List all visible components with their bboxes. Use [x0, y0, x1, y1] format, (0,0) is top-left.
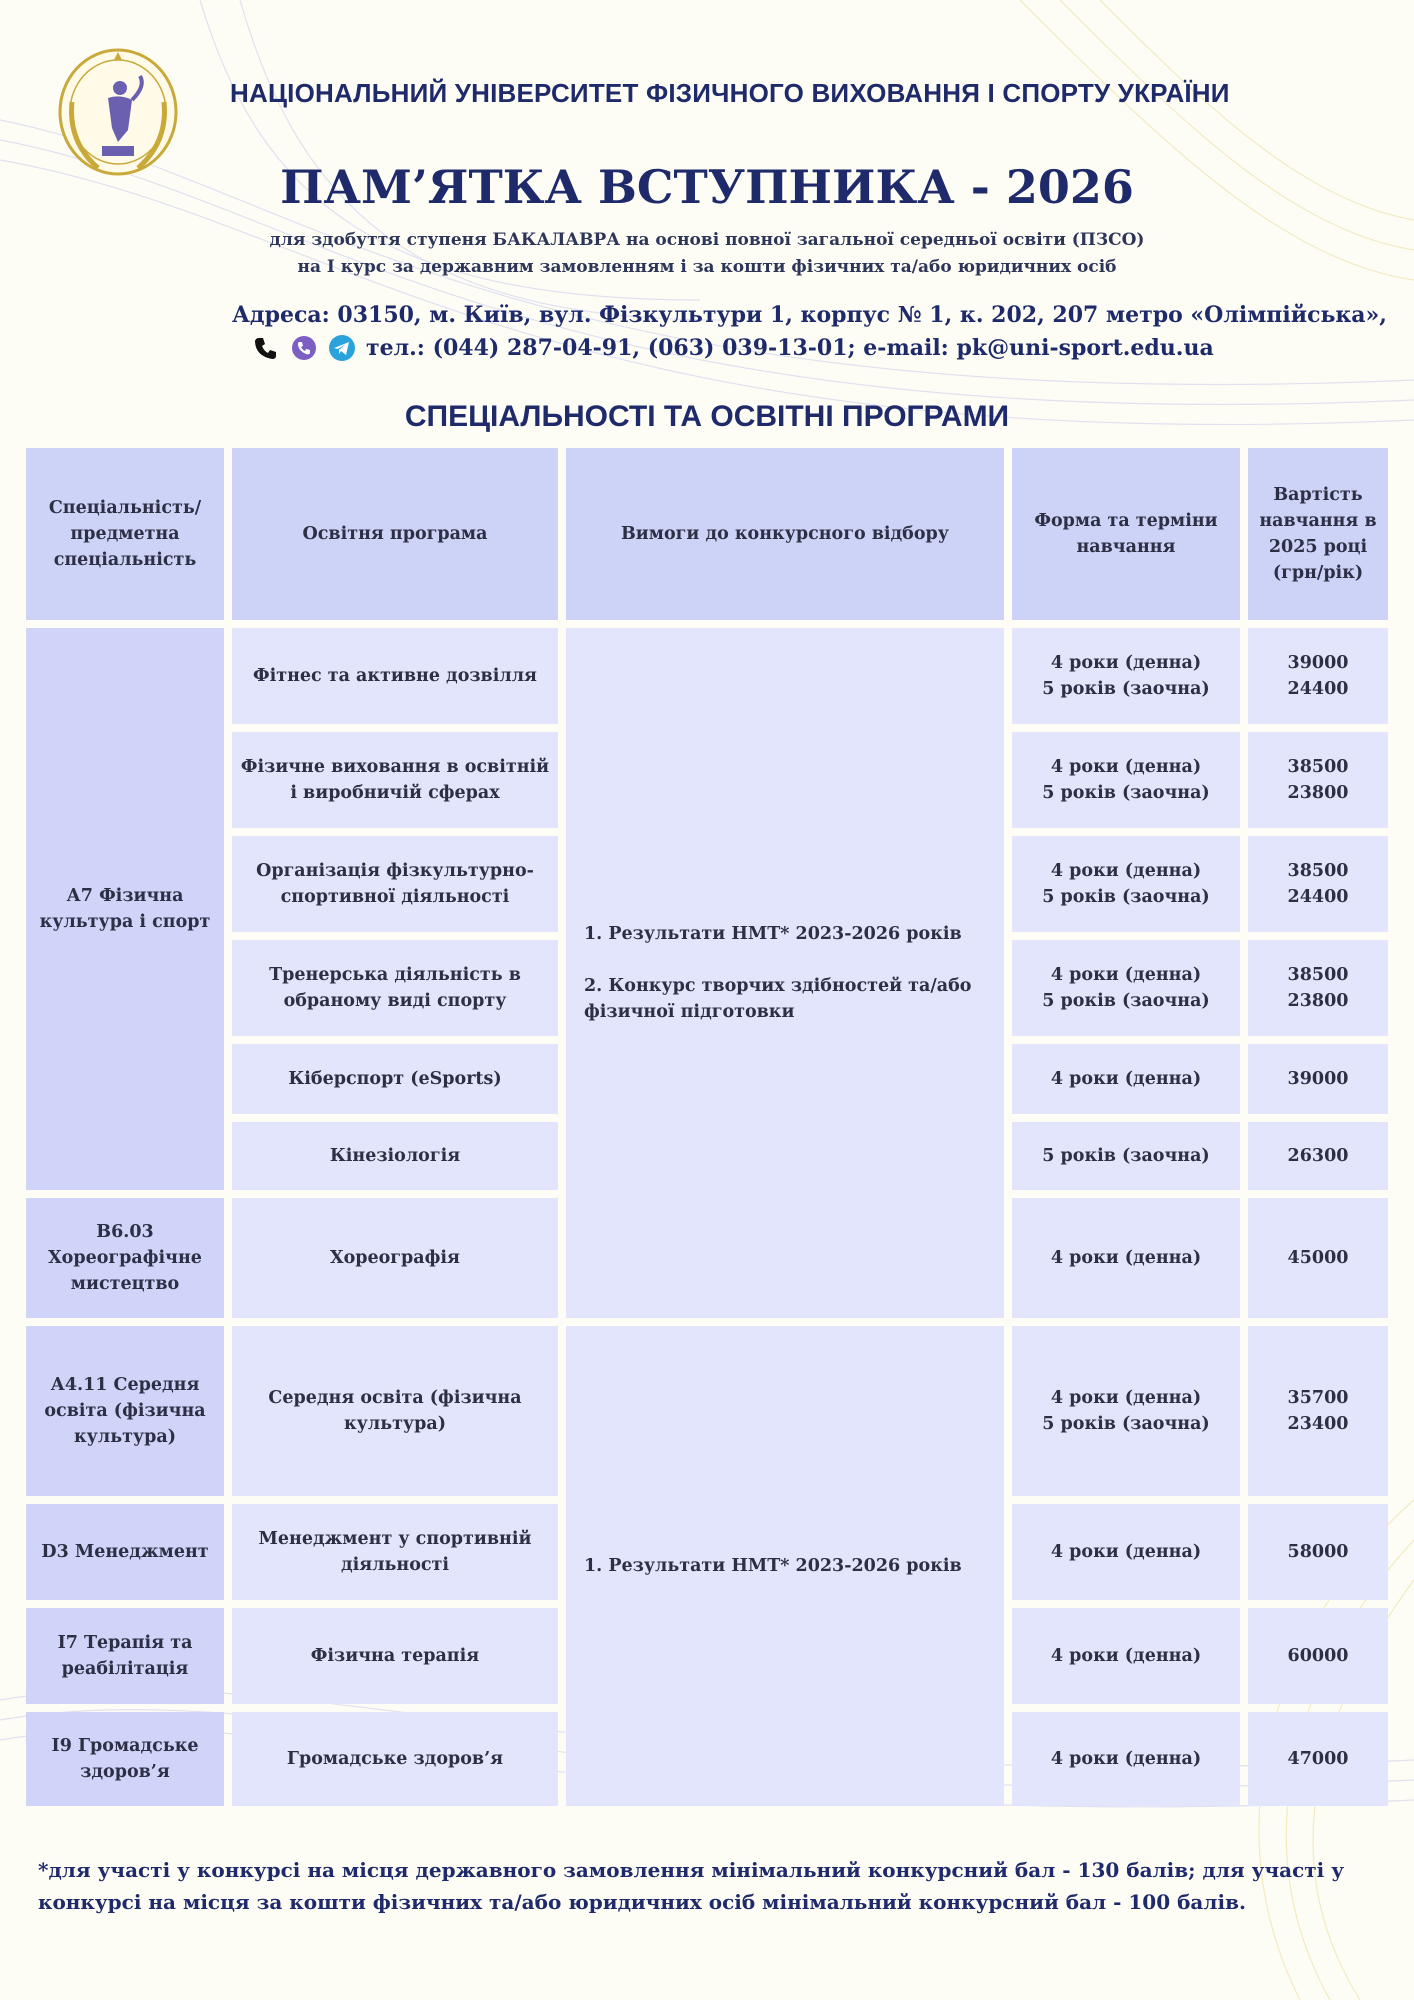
header-program: Освітня програма: [232, 448, 558, 620]
subtitle-degree: для здобуття ступеня БАКАЛАВРА на основі повної загальної середньої освіти (ПЗСО): [269, 230, 1145, 250]
header-form: Форма та терміни навчання: [1012, 448, 1240, 620]
cost-cell: [1248, 836, 1388, 932]
subtitle-funding: на І курс за державним замовленням і за кошти фізичних та/або юридичних осіб: [297, 257, 1117, 277]
form-line: 4 роки (денна): [1050, 652, 1202, 673]
cost-line: 23800: [1287, 783, 1349, 803]
form-line: 5 років (заочна): [1042, 783, 1210, 803]
cost-line: 45000: [1287, 1247, 1349, 1268]
program-cell: Громадське здоров’я: [232, 1712, 558, 1806]
cost-line: 24400: [1287, 679, 1349, 699]
cost-line: 38500: [1287, 756, 1349, 777]
program-cell: Хореографія: [232, 1198, 558, 1318]
form-line: 4 роки (денна): [1050, 1748, 1202, 1769]
form-line: 4 роки (денна): [1050, 1387, 1202, 1408]
form-cell: [1012, 628, 1240, 724]
form-cell: [1012, 836, 1240, 932]
cost-cell: [1248, 1122, 1388, 1190]
form-line: 5 років (заочна): [1042, 1145, 1210, 1166]
program-cell: Фітнес та активне дозвілля: [232, 628, 558, 724]
cost-line: 23400: [1287, 1414, 1349, 1434]
header-specialty: Спеціальність/ предметна спеціальність: [26, 448, 224, 620]
cost-cell: [1248, 1504, 1388, 1600]
form-cell: [1012, 1712, 1240, 1806]
form-cell: [1012, 732, 1240, 828]
specialty-cell: В6.03 Хореографічне мистецтво: [26, 1198, 224, 1318]
cost-line: 35700: [1287, 1387, 1349, 1408]
cost-line: 38500: [1287, 964, 1349, 985]
form-cell: [1012, 1504, 1240, 1600]
program-cell: Кіберспорт (eSports): [232, 1044, 558, 1114]
program-cell: Середня освіта (фізична культура): [232, 1326, 558, 1496]
form-cell: [1012, 1044, 1240, 1114]
specialty-cell: І9 Громадське здоров’я: [26, 1712, 224, 1806]
address: Адреса: 03150, м. Київ, вул. Фізкультури 1, корпус № 1, к. 202, 207 метро «Олімпійська»,: [232, 302, 1387, 328]
cost-cell: [1248, 1326, 1388, 1496]
cost-line: 38500: [1287, 860, 1349, 881]
viber-icon: [290, 334, 318, 362]
cost-line: 26300: [1287, 1145, 1349, 1166]
requirements-cell: [566, 628, 1004, 1318]
form-cell: [1012, 1608, 1240, 1704]
program-cell: Менеджмент у спортивній діяльності: [232, 1504, 558, 1600]
cost-cell: [1248, 1198, 1388, 1318]
form-cell: [1012, 1122, 1240, 1190]
requirement-item: 2. Конкурс творчих здібностей та/або фізичної підготовки: [584, 975, 972, 1023]
cost-line: 39000: [1287, 652, 1349, 673]
program-cell: Організація фізкультурно-спортивної діяльності: [232, 836, 558, 932]
form-line: 4 роки (денна): [1050, 756, 1202, 777]
cost-cell: [1248, 628, 1388, 724]
form-line: 4 роки (денна): [1050, 1541, 1202, 1562]
form-line: 5 років (заочна): [1042, 991, 1210, 1011]
specialty-cell: А7 Фізична культура і спорт: [26, 628, 224, 1190]
contacts-line: [252, 334, 1214, 362]
form-cell: [1012, 1326, 1240, 1496]
page-title: ПАМ’ЯТКА ВСТУПНИКА - 2026: [280, 160, 1134, 214]
specialty-cell: І7 Терапія та реабілітація: [26, 1608, 224, 1704]
program-cell: Тренерська діяльність в обраному виді спорту: [232, 940, 558, 1036]
cost-line: 58000: [1287, 1541, 1349, 1562]
university-name: НАЦІОНАЛЬНИЙ УНІВЕРСИТЕТ ФІЗИЧНОГО ВИХОВАННЯ І СПОРТУ УКРАЇНИ: [230, 78, 1230, 108]
form-line: 5 років (заочна): [1042, 679, 1210, 699]
cost-line: 39000: [1287, 1068, 1349, 1089]
cost-cell: [1248, 940, 1388, 1036]
cost-cell: [1248, 732, 1388, 828]
cost-line: 24400: [1287, 887, 1349, 907]
header-cost: Вартість навчання в 2025 році (грн/рік): [1248, 448, 1388, 620]
header-requirements: Вимоги до конкурсного відбору: [566, 448, 1004, 620]
telegram-icon: [328, 334, 356, 362]
cost-line: 60000: [1287, 1645, 1349, 1666]
footnote: *для участі у конкурсі на місця державного замовлення мінімальний конкурсний бал - 130 балів; для участі у конкурсі на місця за кошти фізичних та/або юридичних осіб мінімальний конкурсний бал - 100 балів.: [38, 1858, 1345, 1914]
specialty-cell: D3 Менеджмент: [26, 1504, 224, 1600]
requirement-item: 1. Результати НМТ* 2023-2026 років: [584, 923, 962, 944]
phone-icon: [252, 334, 280, 362]
form-line: 5 років (заочна): [1042, 887, 1210, 907]
form-cell: [1012, 940, 1240, 1036]
cost-cell: [1248, 1712, 1388, 1806]
program-cell: Фізичне виховання в освітній і виробничій сферах: [232, 732, 558, 828]
form-line: 4 роки (денна): [1050, 1247, 1202, 1268]
cost-cell: [1248, 1044, 1388, 1114]
form-line: 4 роки (денна): [1050, 1068, 1202, 1089]
form-line: 5 років (заочна): [1042, 1414, 1210, 1434]
form-line: 4 роки (денна): [1050, 964, 1202, 985]
cost-line: 47000: [1287, 1748, 1349, 1769]
cost-cell: [1248, 1608, 1388, 1704]
requirements-cell: 1. Результати НМТ* 2023-2026 років: [566, 1326, 1004, 1806]
cost-line: 23800: [1287, 991, 1349, 1011]
form-cell: [1012, 1198, 1240, 1318]
program-cell: Фізична терапія: [232, 1608, 558, 1704]
form-line: 4 роки (денна): [1050, 1645, 1202, 1666]
contacts-text: тел.: (044) 287-04-91, (063) 039-13-01; e-mail: pk@uni-sport.edu.ua: [366, 335, 1214, 361]
specialty-cell: А4.11 Середня освіта (фізична культура): [26, 1326, 224, 1496]
section-title: СПЕЦІАЛЬНОСТІ ТА ОСВІТНІ ПРОГРАМИ: [404, 400, 1010, 433]
form-line: 4 роки (денна): [1050, 860, 1202, 881]
program-cell: Кінезіологія: [232, 1122, 558, 1190]
